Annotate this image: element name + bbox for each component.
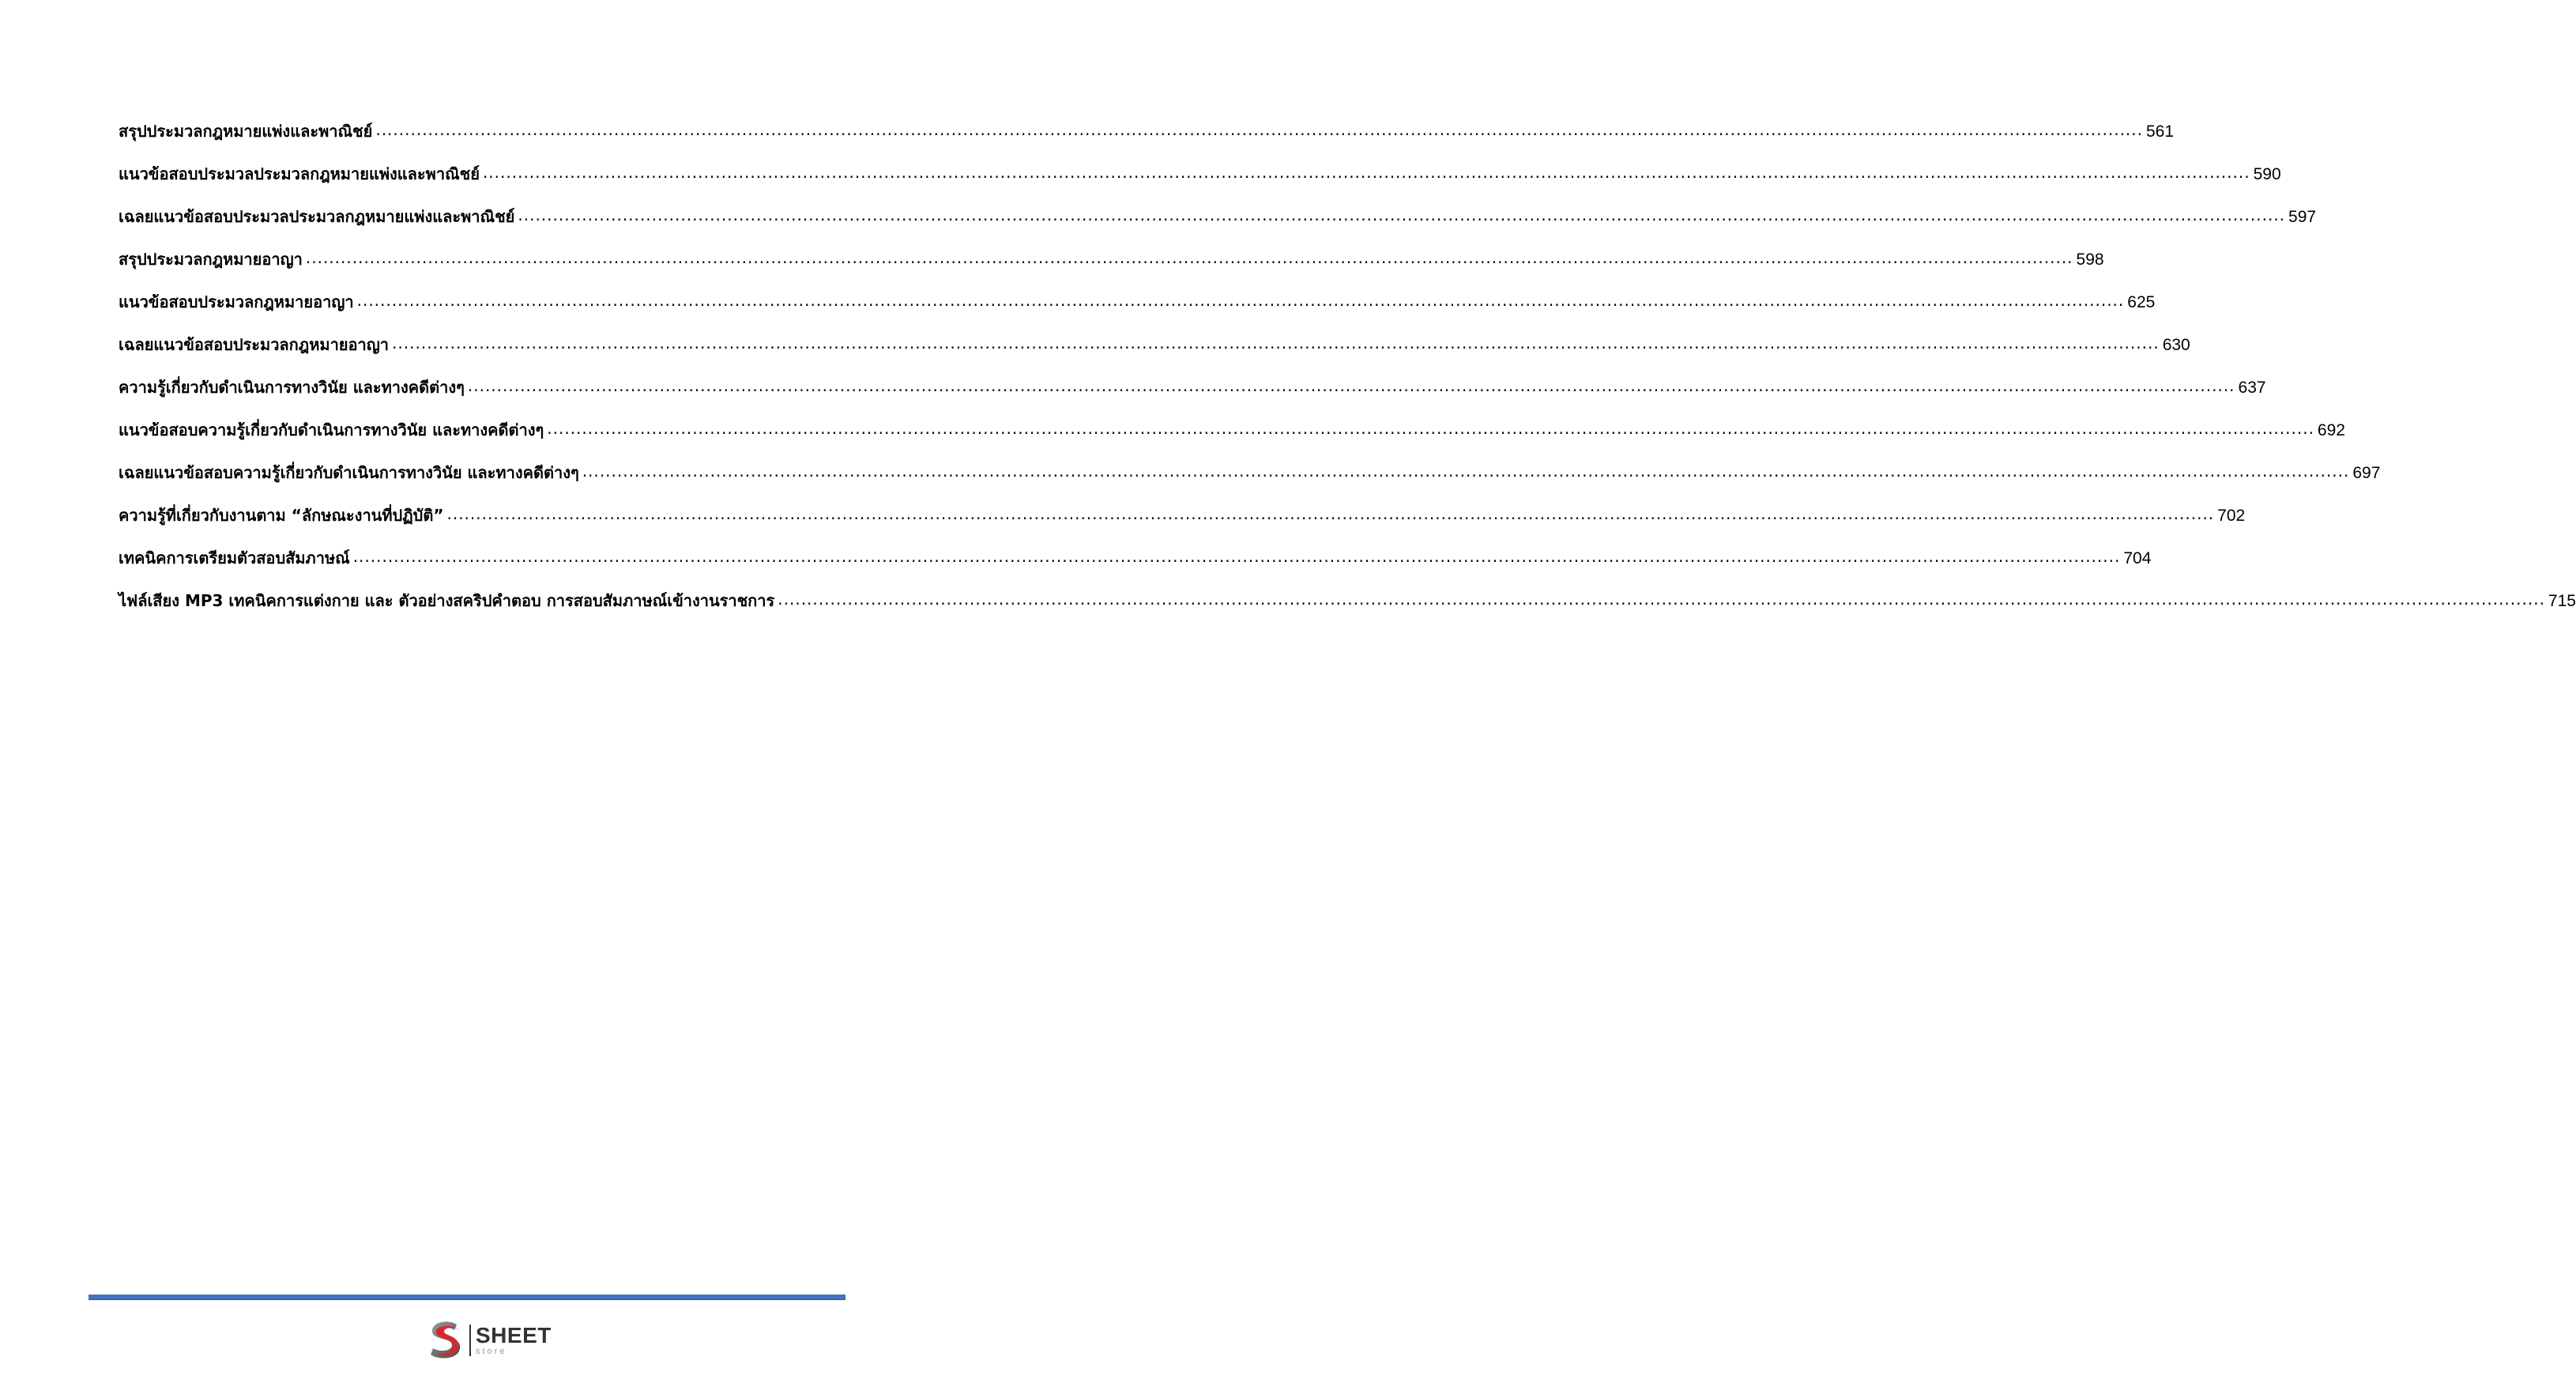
toc-entry-page: 590 [2253, 165, 2281, 183]
toc-entry-title: ไฟล์เสียง MP3 เทคนิคการแต่งกาย และ ตัวอย่างสคริปคำตอบ การสอบสัมภาษณ์เข้างานราชการ [119, 591, 775, 610]
toc-entry[interactable] [119, 204, 2317, 247]
toc-entry-title: แนวข้อสอบประมวลกฎหมายอาญา [119, 292, 354, 311]
toc-entry-title: แนวข้อสอบความรู้เกี่ยวกับดำเนินการทางวินัย และทางคดีต่างๆ [119, 420, 544, 439]
dot-leader [306, 248, 2073, 267]
toc-entry-page: 692 [2317, 421, 2345, 439]
dot-leader [547, 419, 2314, 438]
toc-entry[interactable] [119, 119, 2175, 161]
table-of-contents [119, 119, 2576, 631]
toc-entry[interactable] [119, 247, 2104, 289]
toc-entry-title: ความรู้เกี่ยวกับดำเนินการทางวินัย และทางคดีต่างๆ [119, 378, 465, 397]
sheet-store-logo [427, 1318, 552, 1363]
toc-entry-title: เทคนิคการเตรียมตัวสอบสัมภาษณ์ [119, 548, 350, 567]
toc-entry-title: แนวข้อสอบประมวลประมวลกฎหมายแพ่งและพาณิชย์ [119, 164, 480, 183]
toc-entry[interactable] [119, 460, 2381, 503]
toc-entry-title: เฉลยแนวข้อสอบประมวลกฎหมายอาญา [119, 335, 390, 354]
logo-subtitle: store [476, 1347, 507, 1356]
logo-name: SHEET [476, 1323, 552, 1347]
toc-entry-title: สรุปประมวลกฎหมายแพ่งและพาณิชย์ [119, 122, 373, 141]
toc-entry-title: เฉลยแนวข้อสอบความรู้เกี่ยวกับดำเนินการทางวินัย และทางคดีต่างๆ [119, 463, 579, 482]
toc-entry[interactable] [119, 417, 2345, 460]
toc-entry-page: 637 [2238, 379, 2266, 397]
dot-leader [353, 547, 2121, 566]
dot-leader [357, 291, 2125, 310]
toc-entry-page: 561 [2146, 122, 2175, 141]
toc-entry-page: 597 [2288, 208, 2317, 226]
toc-entry[interactable] [119, 545, 2152, 588]
dot-leader [778, 590, 2545, 609]
dot-leader [518, 205, 2285, 224]
toc-entry-page: 702 [2217, 507, 2246, 525]
toc-entry[interactable] [119, 332, 2190, 375]
sheet-store-logo-icon [427, 1320, 463, 1361]
dot-leader [468, 376, 2235, 395]
toc-entry-page: 697 [2352, 464, 2381, 482]
dot-leader [392, 334, 2160, 352]
toc-entry[interactable] [119, 588, 2576, 631]
toc-entry-page: 598 [2076, 251, 2104, 269]
logo-wordmark [476, 1325, 552, 1356]
dot-leader [582, 462, 2350, 481]
toc-entry-title: สรุปประมวลกฎหมายอาญา [119, 250, 303, 269]
dot-leader [375, 120, 2143, 139]
toc-entry-page: 715 [2548, 592, 2576, 610]
toc-entry[interactable] [119, 503, 2246, 545]
toc-entry[interactable] [119, 375, 2266, 417]
dot-leader [483, 163, 2250, 182]
dot-leader [446, 504, 2214, 523]
toc-entry-page: 625 [2127, 293, 2156, 311]
toc-entry[interactable] [119, 161, 2281, 204]
footer-divider [89, 1295, 845, 1300]
logo-divider [469, 1325, 471, 1356]
toc-entry-page: 630 [2162, 336, 2190, 354]
toc-entry-title: ความรู้ที่เกี่ยวกับงานตาม “ลักษณะงานที่ปฏิบัติ” [119, 506, 444, 525]
toc-entry-title: เฉลยแนวข้อสอบประมวลประมวลกฎหมายแพ่งและพาณิชย์ [119, 207, 515, 226]
toc-entry[interactable] [119, 289, 2156, 332]
toc-entry-page: 704 [2123, 549, 2152, 567]
